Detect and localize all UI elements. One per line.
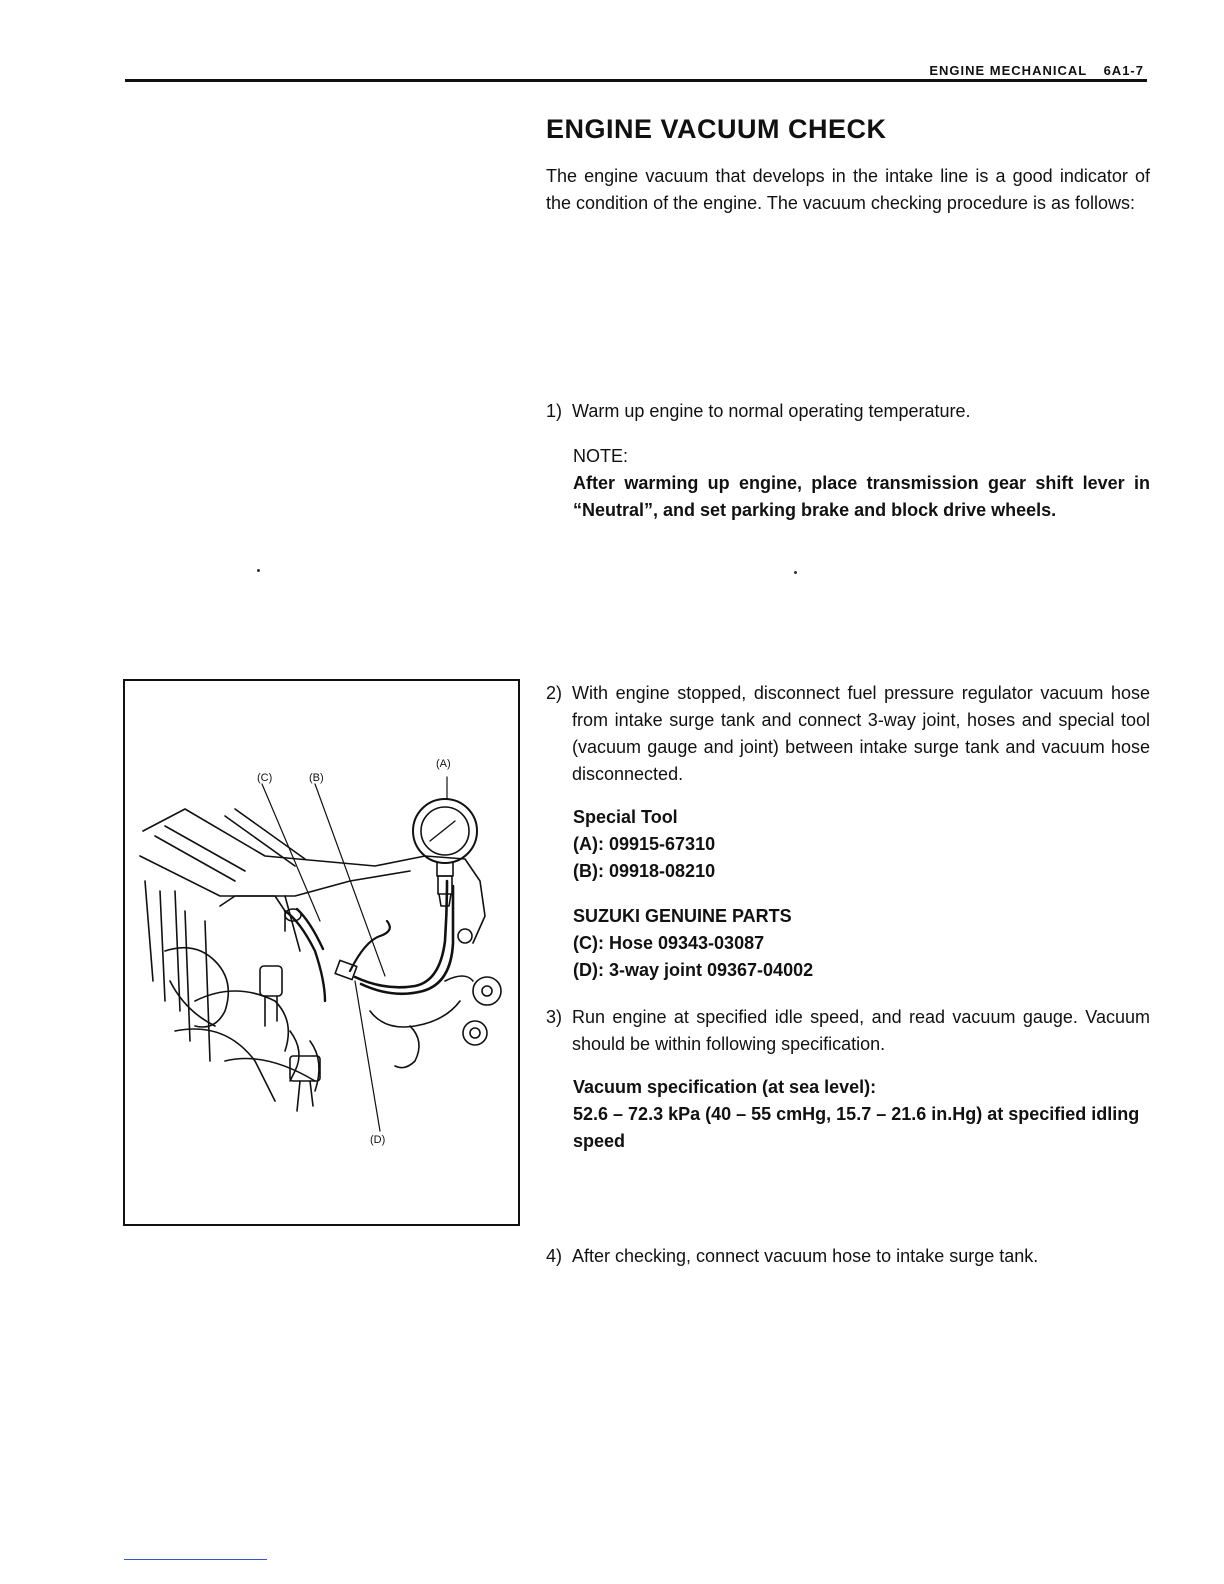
vacuum-spec-heading: Vacuum specification (at sea level): [573,1077,877,1097]
step-number: 4) [546,1246,563,1266]
step-3 [546,1004,1150,1058]
genuine-parts-d: (D): 3-way joint 09367-04002 [573,960,814,980]
vacuum-hose [355,881,447,987]
step-number: 3) [546,1007,563,1027]
running-header [929,63,1144,78]
step-text: With engine stopped, disconnect fuel pressure regulator vacuum hose from intake surge tank and connect 3-way joint, hoses and special tool (vacuum gauge and joint) between intake surge tank and vacuum hose disconnected. [572,683,1150,784]
label-c: (C) [257,772,273,784]
step-text: Run engine at specified idle speed, and read vacuum gauge. Vacuum should be within following specification. [572,1007,1150,1054]
leader-c [262,784,320,921]
note-body: After warming up engine, place transmission gear shift lever in “Neutral”, and set parking brake and block drive wheels. [573,473,1150,520]
special-tool-b: (B): 09918-08210 [573,861,716,881]
note-heading: NOTE: [573,446,629,466]
header-rule [125,79,1147,82]
step-number: 2) [546,683,563,703]
footer-underline [124,1559,267,1560]
engine-block-lines [145,881,180,1011]
label-a: (A) [436,758,451,770]
leader-d [355,981,380,1131]
hose-c [285,911,325,1001]
header-page-number: 6A1-7 [1103,63,1144,78]
special-tool-block [573,804,1150,885]
step-text: After checking, connect vacuum hose to intake surge tank. [572,1246,1039,1266]
vacuum-spec-value: 52.6 – 72.3 kPa (40 – 55 cmHg, 15.7 – 21.6 in.Hg) at specified idling speed [573,1104,1140,1151]
genuine-parts-block [573,903,1150,984]
special-tool-heading: Special Tool [573,807,678,827]
leader-b [315,784,385,976]
step-number: 1) [546,401,563,421]
fuel-pressure-regulator [473,977,501,1005]
genuine-parts-heading: SUZUKI GENUINE PARTS [573,906,792,926]
page-title: ENGINE VACUUM CHECK [546,114,887,144]
step-1 [546,398,1150,425]
step-2 [546,680,1150,788]
step-text: Warm up engine to normal operating temperature. [572,401,971,421]
note-block [573,443,1150,524]
stray-dot [794,571,797,574]
vacuum-spec-block [573,1074,1150,1155]
special-tool-a: (A): 09915-67310 [573,834,716,854]
stray-dot [257,569,260,572]
engine-outline [143,809,485,943]
vacuum-gauge [413,799,477,863]
label-b: (B) [309,772,324,784]
header-section: ENGINE MECHANICAL [929,63,1087,78]
gauge-needle [430,821,455,841]
genuine-parts-c: (C): Hose 09343-03087 [573,933,765,953]
label-d: (D) [370,1134,386,1146]
step-4 [546,1243,1150,1270]
engine-vacuum-figure [123,679,520,1226]
connector [260,966,282,996]
engine-cover-edge [140,856,410,896]
engine-illustration [125,681,518,1224]
intro-paragraph: The engine vacuum that develops in the intake line is a good indicator of the condition of the engine. The vacuum checking procedure is as follows: [546,166,1150,213]
